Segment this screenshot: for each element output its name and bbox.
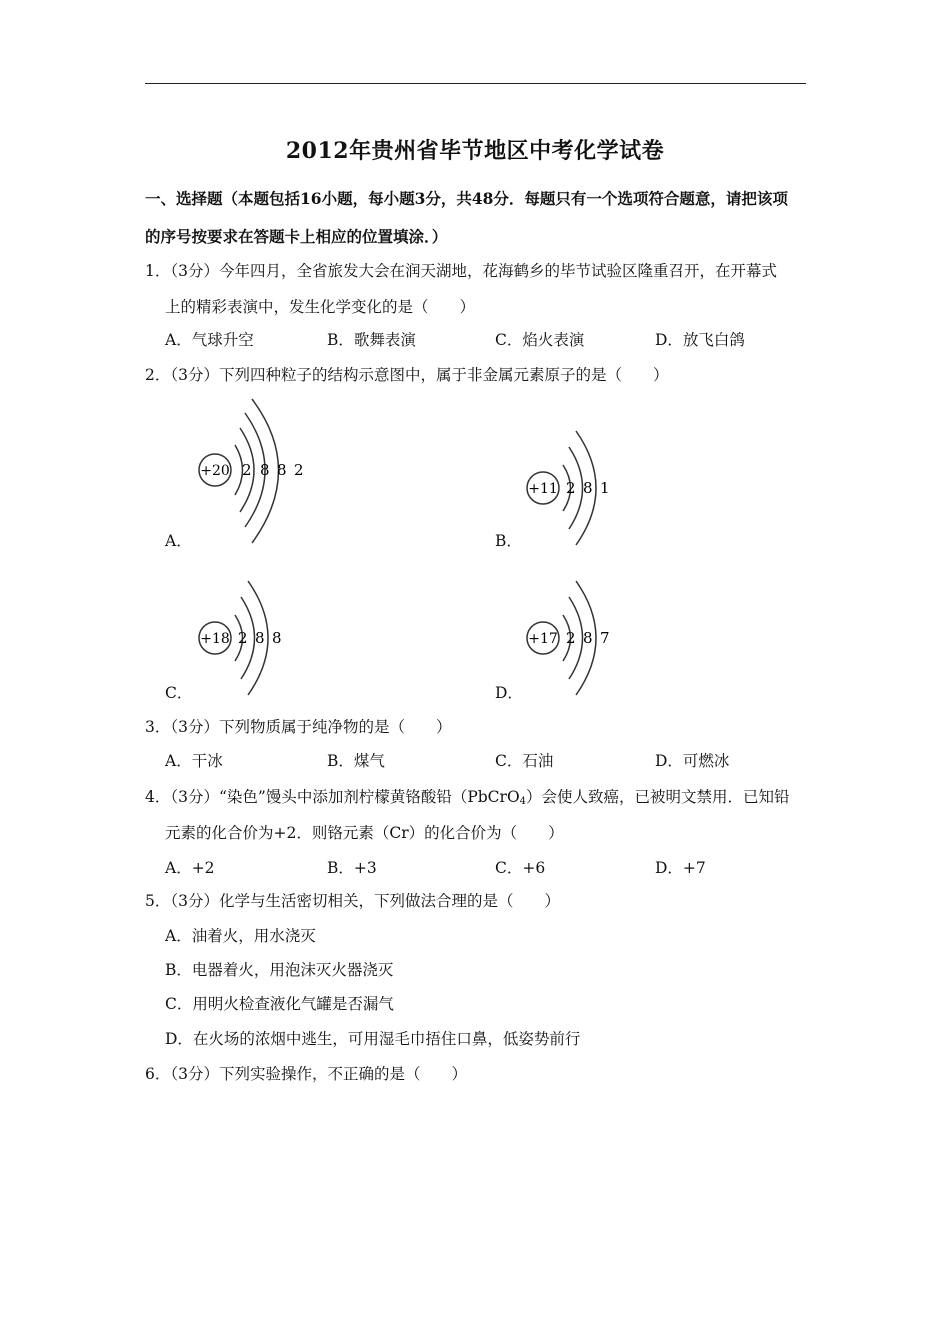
q3-option-b: B．煤气: [327, 752, 385, 770]
q2-stem: 2．（3分）下列四种粒子的结构示意图中，属于非金属元素原子的是（ ）: [145, 366, 669, 384]
q4-option-b: B．+3: [327, 859, 377, 877]
atom-diagram-a: [190, 395, 320, 555]
electron-count: 8: [255, 629, 265, 647]
q1-stem-line1: 1．（3分）今年四月，全省旅发大会在润天湖地，花海鹤乡的毕节试验区隆重召开，在开幕式: [145, 262, 777, 280]
q2-label-d: D．: [495, 684, 523, 702]
electron-count: 8: [583, 629, 593, 647]
q4-stem-line1: [145, 786, 790, 813]
electron-count: 1: [600, 479, 610, 497]
q1-option-b: B．歌舞表演: [327, 331, 416, 349]
q5-option-d: D．在火场的浓烟中逃生，可用湿毛巾捂住口鼻，低姿势前行: [165, 1030, 581, 1048]
q2-label-a: A．: [165, 532, 192, 550]
atom-diagram-b: [518, 425, 618, 555]
nucleus-charge: +20: [200, 463, 230, 479]
q5-option-b: B．电器着火，用泡沫灭火器浇灭: [165, 961, 394, 979]
nucleus-charge: +17: [528, 631, 558, 647]
q3-option-a: A．干冰: [165, 752, 223, 770]
q4-subscript: 4: [519, 796, 527, 807]
q1-option-c: C．焰火表演: [495, 331, 585, 349]
q5-option-c: C．用明火检查液化气罐是否漏气: [165, 995, 394, 1013]
atom-diagram-d: [518, 575, 618, 705]
q2-label-b: B．: [495, 532, 522, 550]
electron-count: 7: [600, 629, 610, 647]
electron-count: 8: [272, 629, 282, 647]
nucleus-charge: +18: [200, 631, 230, 647]
section-heading-line1: 一、选择题（本题包括16小题，每小题3分，共48分．每题只有一个选项符合题意，请把该项: [145, 189, 788, 208]
nucleus-charge: +11: [528, 481, 558, 497]
q3-option-c: C．石油: [495, 752, 554, 770]
q6-stem: 6．（3分）下列实验操作，不正确的是（ ）: [145, 1065, 467, 1083]
atom-diagram-c: [190, 575, 290, 705]
q1-option-a: A．气球升空: [165, 331, 254, 349]
q4-option-d: D．+7: [655, 859, 706, 877]
q3-option-d: D．可燃冰: [655, 752, 730, 770]
q4-stem-text-end: ）会使人致癌，已被明文禁用．已知铅: [526, 788, 790, 806]
page-title: 2012年贵州省毕节地区中考化学试卷: [285, 138, 665, 164]
electron-count: 2: [238, 629, 248, 647]
q4-option-a: A．+2: [165, 859, 215, 877]
section-heading-line2: 的序号按要求在答题卡上相应的位置填涂．）: [145, 227, 448, 246]
q5-stem: 5．（3分）化学与生活密切相关，下列做法合理的是（ ）: [145, 892, 560, 910]
electron-count: 2: [566, 479, 576, 497]
electron-count: 2: [242, 461, 252, 479]
q1-option-d: D．放飞白鸽: [655, 331, 745, 349]
electron-count: 8: [277, 461, 287, 479]
electron-count: 8: [260, 461, 270, 479]
electron-count: 2: [294, 461, 304, 479]
q2-label-c: C．: [165, 684, 193, 702]
q4-stem-line2: 元素的化合价为+2．则铬元素（Cr）的化合价为（ ）: [165, 824, 564, 842]
electron-count: 8: [583, 479, 593, 497]
electron-count: 2: [566, 629, 576, 647]
q4-stem-text: 4．（3分）“染色”馒头中添加剂柠檬黄铬酸铅（PbCrO: [145, 788, 520, 806]
q4-option-c: C．+6: [495, 859, 546, 877]
q3-stem: 3．（3分）下列物质属于纯净物的是（ ）: [145, 718, 452, 736]
q1-stem-line2: 上的精彩表演中，发生化学变化的是（ ）: [165, 298, 476, 316]
header-rule: [145, 83, 806, 84]
q5-option-a: A．油着火，用水浇灭: [165, 927, 316, 945]
